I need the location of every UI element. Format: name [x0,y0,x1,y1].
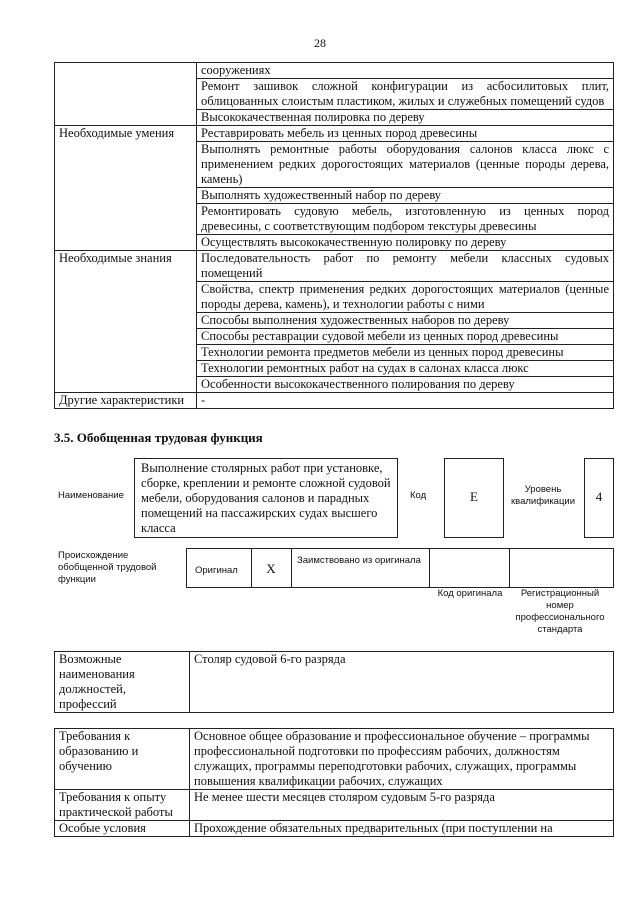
table-cell: Способы реставрации судовой мебели из ценных пород древесины [197,329,614,345]
table-cell: Способы выполнения художественных наборов по дереву [197,313,614,329]
table-cell: Последовательность работ по ремонту мебели классных судовых помещений [197,251,614,282]
row-label [55,63,197,126]
origin-mark-cell [251,549,292,587]
level-value: 4 [595,489,603,504]
table-row [55,63,614,79]
row-label: Требования к образованию и обучению [55,729,190,790]
row-label: Возможные наименования должностей, профессий [55,652,190,713]
row-label: Необходимые умения [55,126,197,251]
borrowed-label: Заимствовано из оригинала [297,555,421,566]
origin-code-cell [429,549,510,587]
row-label: Другие характеристики [55,393,197,409]
table-cell: Не менее шести месяцев столяром судовым 5-го разряда [190,790,614,821]
table-row [55,729,614,790]
table-cell: Выполнять ремонтные работы оборудования салонов класса люкс с применением редких дорогостоящих материалов (ценные породы дерева, камень) [197,142,614,188]
table-cell: Выполнять художественный набор по дереву [197,188,614,204]
table-cell: Технологии ремонта предметов мебели из ценных пород древесины [197,345,614,361]
table-cell: Особенности высококачественного полирования по дереву [197,377,614,393]
table-row [55,393,614,409]
table-cell: Высококачественная полировка по дереву [197,110,614,126]
code-box [444,458,504,538]
page-number: 28 [314,36,326,50]
name-value: Выполнение столярных работ при установке, сборке, креплении и ремонте сложной судовой мебели, оборудования салонов и парадных помещений на пассажирских судах высшего класса [141,461,391,535]
table-row [55,790,614,821]
table-row [55,821,614,837]
table-cell: Свойства, спектр применения редких дорогостоящих материалов (ценные породы дерева, камень), и технологии работы с ними [197,282,614,313]
row-label: Требования к опыту практической работы [55,790,190,821]
table-cell: сооружениях [197,63,614,79]
origin-borrowed-cell [291,549,430,587]
row-label: Необходимые знания [55,251,197,393]
original-label: Оригинал [195,565,238,576]
origin-original-cell [187,549,252,587]
table-cell: Прохождение обязательных предварительных (при поступлении на [190,821,614,837]
table-cell: Столяр судовой 6-го разряда [190,652,614,713]
code-caption: Код оригинала [437,588,503,599]
reg-caption: Регистрационный номер профессионального стандарта [515,588,605,635]
origin-box [186,548,614,588]
code-value: E [470,489,478,504]
name-box [134,458,398,538]
table-cell: Технологии ремонтных работ на судах в салонах класса люкс [197,361,614,377]
code-label: Код [410,490,427,501]
table-cell: Основное общее образование и профессиональное обучение – программы профессиональной подготовки по профессиям рабочих, должностям служащих, программы переподготовки рабочих, служащих, программы повышения квалификации рабочих, служащих [190,729,614,790]
section-title: 3.5. Обобщенная трудовая функция [54,430,263,445]
table-row [55,251,614,282]
table-row [55,126,614,142]
requirements-table [54,728,614,837]
table-cell: Ремонтировать судовую мебель, изготовленную из ценных пород древесины, с соответствующим подбором текстуры древесины [197,204,614,235]
table-cell: Реставрировать мебель из ценных пород древесины [197,126,614,142]
level-box [584,458,614,538]
table-cell: Ремонт зашивок сложной конфигурации из асбосилитовых плит, облицованных слоистым пластиком, жилых и служебных помещений судов [197,79,614,110]
name-label: Наименование [58,490,124,501]
table-row [55,652,614,713]
table-cell: Осуществлять высококачественную полировку по дереву [197,235,614,251]
table-cell: - [197,393,614,409]
level-label: Уровень квалификации [510,484,576,507]
positions-table [54,651,614,713]
origin-label: Происхождение обобщенной трудовой функции [58,550,157,585]
original-mark: X [266,561,276,576]
row-label: Особые условия [55,821,190,837]
skills-knowledge-table [54,62,614,409]
